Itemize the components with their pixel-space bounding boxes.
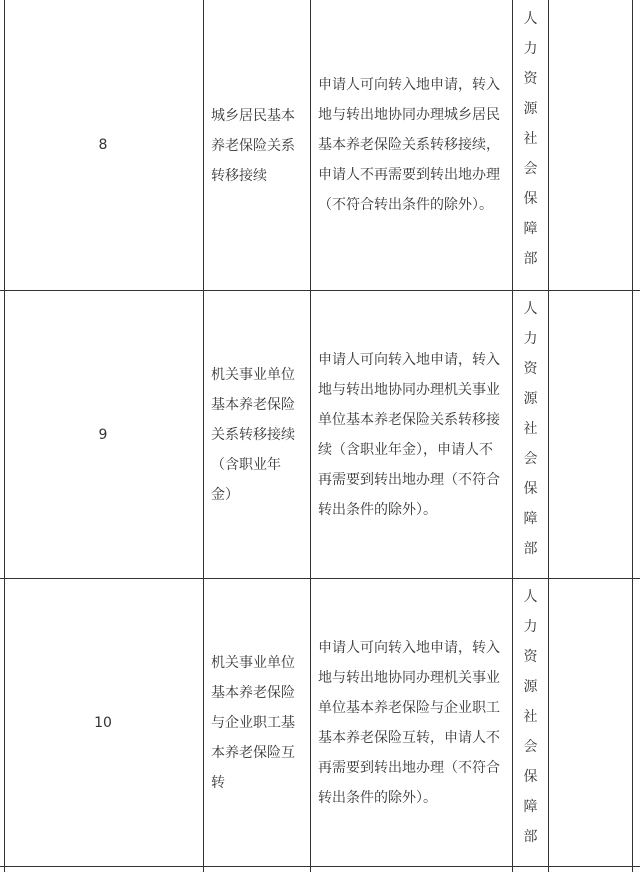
department-char: 障 (523, 511, 538, 527)
row-number: 9 (98, 426, 108, 443)
description-line: 单位基本养老保险与企业职工 (318, 699, 500, 716)
item-name-line: 转移接续 (211, 168, 267, 184)
item-name-line: 基本养老保险 (211, 396, 295, 413)
description-line: 申请人可向转入地申请，转入 (318, 77, 500, 93)
item-name-line: 养老保险关系 (211, 138, 295, 154)
department-char: 社 (523, 131, 538, 147)
item-description (318, 291, 508, 578)
department-char: 社 (523, 421, 538, 437)
item-name-line: 与企业职工基 (211, 714, 295, 731)
department-char: 源 (523, 101, 538, 117)
department-char: 力 (523, 41, 538, 57)
column-divider (310, 0, 311, 872)
department-char: 部 (523, 829, 538, 845)
department (514, 4, 547, 284)
department-char: 资 (523, 649, 538, 665)
department-char: 部 (523, 251, 538, 267)
item-description (318, 0, 508, 290)
row-divider (0, 866, 640, 867)
item-description (318, 579, 508, 866)
description-line: 转出条件的除外）。 (318, 501, 437, 518)
department-char: 部 (523, 541, 538, 557)
column-divider (512, 0, 513, 872)
department-char: 保 (523, 191, 538, 207)
department-char: 力 (523, 331, 538, 347)
extra-cell (549, 0, 631, 290)
department-char: 人 (523, 589, 538, 605)
item-name-line: 城乡居民基本 (211, 108, 295, 124)
description-line: 申请人可向转入地申请，转入 (318, 639, 500, 656)
description-line: 再需要到转出地办理（不符合 (318, 471, 500, 488)
row-number: 8 (98, 137, 108, 153)
description-line: 地与转出地协同办理机关事业 (318, 669, 500, 686)
department-char: 障 (523, 799, 538, 815)
description-line: 基本养老保险关系转移接续， (318, 137, 500, 153)
department-char: 人 (523, 11, 538, 27)
department-char: 人 (523, 301, 538, 317)
description-line: （不符合转出条件的除外）。 (318, 197, 493, 213)
department-char: 源 (523, 679, 538, 695)
description-line: 地与转出地协同办理城乡居民 (318, 107, 500, 123)
item-name-line: 基本养老保险 (211, 684, 295, 701)
department-char: 力 (523, 619, 538, 635)
item-name (211, 0, 307, 290)
description-line: 转出条件的除外）。 (318, 789, 437, 806)
item-name-line: 关系转移接续 (211, 426, 295, 443)
description-line: 续（含职业年金），申请人不 (318, 441, 493, 458)
description-line: 再需要到转出地办理（不符合 (318, 759, 500, 776)
column-divider (203, 0, 204, 872)
department-char: 保 (523, 769, 538, 785)
description-line: 申请人不再需要到转出地办理 (318, 167, 500, 183)
table-border-right (632, 0, 633, 872)
department-char: 会 (523, 161, 538, 177)
department-char: 资 (523, 71, 538, 87)
department-char: 资 (523, 361, 538, 377)
department-char: 源 (523, 391, 538, 407)
item-name-line: 机关事业单位 (211, 654, 295, 671)
extra-cell (549, 291, 631, 578)
description-line: 申请人可向转入地申请，转入 (318, 351, 500, 368)
description-line: 地与转出地协同办理机关事业 (318, 381, 500, 398)
department-char: 社 (523, 709, 538, 725)
item-name-line: 机关事业单位 (211, 366, 295, 383)
department-char: 会 (523, 739, 538, 755)
department-char: 会 (523, 451, 538, 467)
item-name-line: （含职业年 (211, 456, 281, 473)
department-char: 障 (523, 221, 538, 237)
department-char: 保 (523, 481, 538, 497)
item-name (211, 579, 307, 866)
department (514, 294, 547, 574)
item-name-line: 转 (211, 774, 225, 791)
item-name (211, 291, 307, 578)
description-line: 基本养老保险互转，申请人不 (318, 729, 500, 746)
item-name-line: 金） (211, 486, 239, 503)
department (514, 582, 547, 862)
extra-cell (549, 579, 631, 866)
row-number: 10 (94, 714, 112, 731)
item-name-line: 本养老保险互 (211, 744, 295, 761)
description-line: 单位基本养老保险关系转移接 (318, 411, 500, 428)
